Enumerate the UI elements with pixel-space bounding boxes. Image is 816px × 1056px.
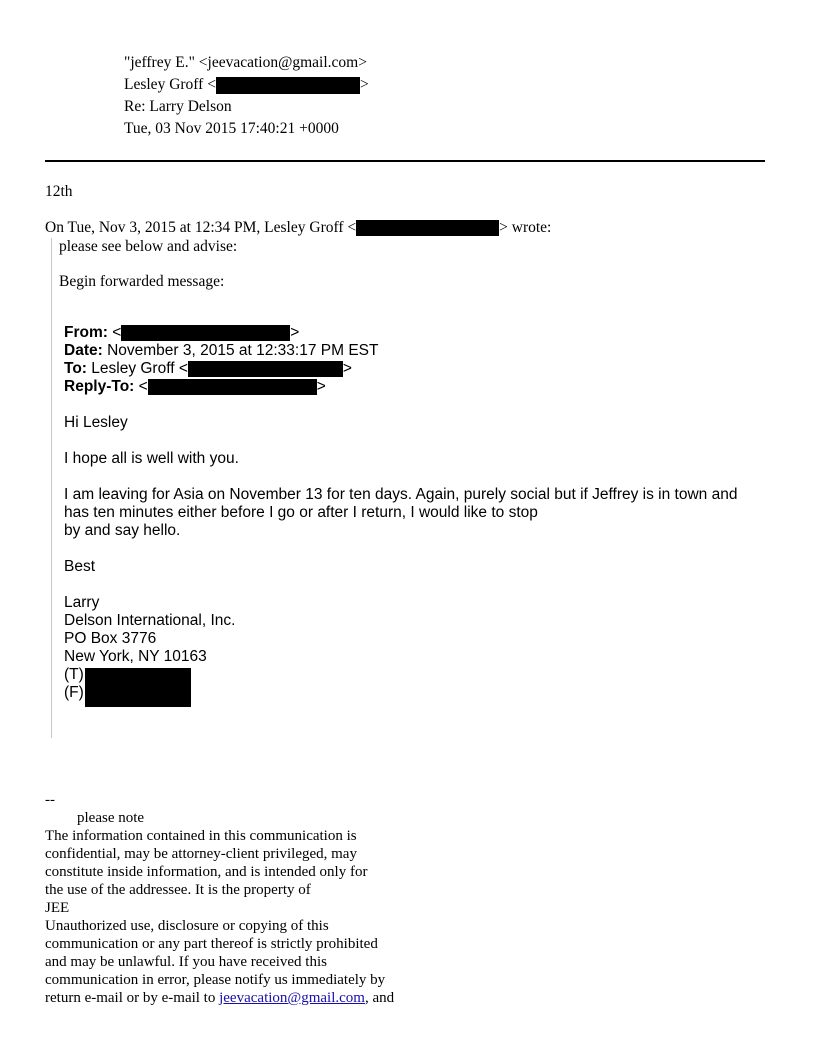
quoted-line-1: please see below and advise: [59, 238, 238, 255]
date-value: Tue, 03 Nov 2015 17:40:21 +0000 [124, 120, 339, 137]
fwd-paragraph-1: I hope all is well with you. [64, 450, 239, 467]
redaction-box [356, 220, 499, 236]
header-divider [45, 160, 765, 162]
fwd-closing: Best [64, 558, 96, 575]
from-value: "jeffrey E." <jeevacation@gmail.com> [124, 54, 367, 71]
signature-dashes: -- [45, 792, 55, 808]
fwd-replyto-close: > [316, 378, 326, 395]
redaction-box [188, 361, 343, 377]
disclaimer-line-1: The information contained in this communication is [45, 828, 357, 844]
fwd-to-label: To: [64, 360, 87, 377]
disclaimer-line-10-pre: return e-mail or by e-mail to [45, 990, 220, 1006]
fwd-date-row [64, 342, 378, 360]
attribution-post: > wrote: [499, 219, 552, 236]
fwd-date-value: November 3, 2015 at 12:33:17 PM EST [102, 342, 379, 359]
redaction-box [121, 325, 290, 341]
reply-text: 12th [45, 183, 73, 200]
disclaimer-line-5: JEE [45, 900, 70, 916]
redaction-box [148, 379, 317, 395]
signature-name: Larry [64, 594, 100, 611]
fwd-to-row [64, 360, 352, 378]
signature-fax-row [64, 684, 84, 702]
quoted-line-2: Begin forwarded message: [59, 273, 225, 290]
signature-po-box: PO Box 3776 [64, 630, 157, 647]
fwd-replyto-open: < [134, 378, 148, 395]
fwd-from-row [64, 324, 299, 342]
fwd-replyto-row [64, 378, 326, 396]
disclaimer-line-9: communication in error, please notify us immediately by [45, 972, 386, 988]
fwd-paragraph-2-line-1: I am leaving for Asia on November 13 for ten days. Again, purely social but if Jeffrey is in town and [64, 486, 738, 503]
redaction-box [216, 77, 360, 94]
signature-phone-row [64, 666, 84, 684]
disclaimer-line-10 [45, 989, 394, 1007]
fwd-paragraph-2-line-2: has ten minutes either before I go or after I return, I would like to stop [64, 504, 538, 521]
fwd-to-value: Lesley Groff < [86, 360, 188, 377]
subject-value: Re: Larry Delson [124, 98, 232, 115]
fwd-greeting: Hi Lesley [64, 414, 128, 431]
disclaimer-line-2: confidential, may be attorney-client privileged, may [45, 846, 357, 862]
redaction-box [85, 668, 191, 707]
quote-bar [51, 238, 52, 738]
to-value-group [124, 74, 369, 96]
signature-city: New York, NY 10163 [64, 648, 207, 665]
disclaimer-line-6: Unauthorized use, disclosure or copying of this [45, 918, 329, 934]
fwd-date-label: Date: [64, 342, 103, 359]
fwd-to-close: > [342, 360, 352, 377]
signature-fax-label: (F) [64, 684, 84, 701]
fwd-from-label: From: [64, 324, 108, 341]
to-close: > [359, 76, 369, 93]
disclaimer-line-8: and may be unlawful. If you have received this [45, 954, 327, 970]
footer-note: please note [77, 810, 145, 826]
email-link[interactable]: jeevacation@gmail.com [219, 990, 365, 1006]
signature-phone-label: (T) [64, 666, 84, 683]
attribution-pre: On Tue, Nov 3, 2015 at 12:34 PM, Lesley Groff < [45, 219, 357, 236]
fwd-from-open: < [107, 324, 122, 341]
disclaimer-line-4: the use of the addressee. It is the property of [45, 882, 311, 898]
signature-company: Delson International, Inc. [64, 612, 236, 629]
reply-attribution [45, 218, 551, 238]
fwd-from-close: > [290, 324, 300, 341]
fwd-replyto-label: Reply-To: [64, 378, 135, 395]
disclaimer-line-10-post: , and [364, 990, 395, 1006]
to-name: Lesley Groff < [124, 76, 216, 93]
fwd-paragraph-2-line-3: by and say hello. [64, 522, 181, 539]
disclaimer-line-7: communication or any part thereof is strictly prohibited [45, 936, 378, 952]
disclaimer-line-3: constitute inside information, and is intended only for [45, 864, 368, 880]
